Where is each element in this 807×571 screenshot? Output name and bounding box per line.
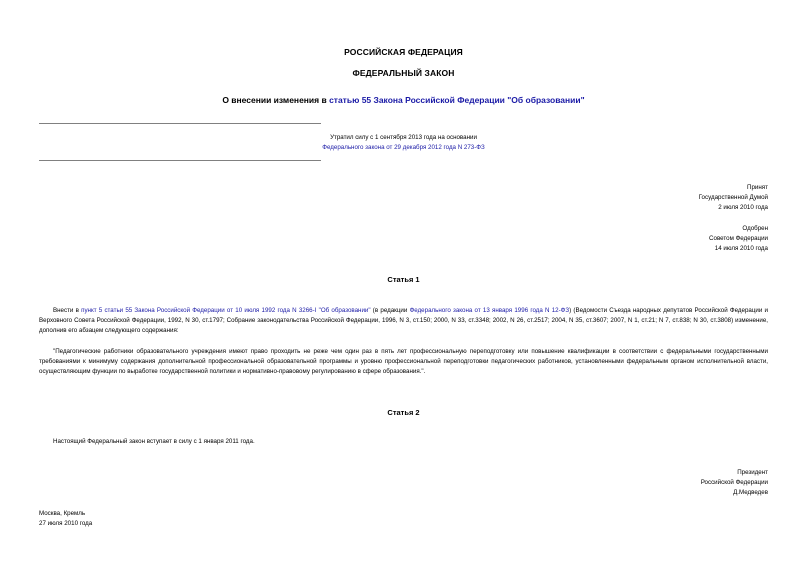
- adopted-block: [699, 183, 768, 213]
- expiry-link[interactable]: Федерального закона от 29 декабря 2012 года N 273-ФЗ: [322, 144, 485, 151]
- law-title-prefix: О внесении изменения в: [222, 95, 330, 105]
- approved-line: 14 июля 2010 года: [714, 245, 768, 252]
- expiry-note: [0, 133, 807, 153]
- place-line: Москва, Кремль: [39, 510, 86, 517]
- signature-line: Президент: [737, 469, 768, 476]
- article-2-heading: Статья 2: [387, 408, 420, 417]
- signature-block: [701, 468, 768, 498]
- article-2-text: Настоящий Федеральный закон вступает в силу с 1 января 2011 года.: [53, 438, 255, 445]
- law-title: [0, 95, 807, 105]
- adopted-line: Государственной Думой: [698, 194, 768, 201]
- expiry-text: Утратил силу с 1 сентября 2013 года на основании: [330, 134, 477, 141]
- adopted-line: 2 июля 2010 года: [718, 204, 768, 211]
- signature-line: Д.Медведев: [733, 489, 768, 496]
- text-run: (в редакции: [370, 307, 410, 314]
- article-1-paragraph-2: "Педагогические работники образовательного учреждения имеют право проходить не реже чем один раз в пять лет профессиональную переподготовку или повышение квалификации в соответствии с федеральными государственными требованиями к минимуму содержания дополнительной профессиональной образовательной программы и уровню профессиональной переподготовки педагогических работников, установленными федеральным органом исполнительной власти, осуществляющим функции по выработке государственной политики и нормативно-правовому регулированию в сфере образования.".: [39, 348, 768, 376]
- divider-bottom: [39, 160, 321, 161]
- article-1-paragraph-1: [39, 306, 768, 337]
- approved-block: [709, 224, 768, 254]
- adopted-line: Принят: [747, 184, 768, 191]
- text-run: Внести в: [53, 307, 82, 314]
- signature-line: Российской Федерации: [700, 479, 768, 486]
- divider-top: [39, 123, 321, 124]
- country-heading: РОССИЙСКАЯ ФЕДЕРАЦИЯ: [344, 47, 463, 57]
- approved-line: Одобрен: [742, 225, 768, 232]
- approved-line: Советом Федерации: [709, 235, 768, 242]
- law-link-1996[interactable]: Федерального закона от 13 января 1996 года N 12-ФЗ: [409, 307, 570, 314]
- date-line: 27 июля 2010 года: [39, 520, 93, 527]
- law-link-1992[interactable]: пункт 5 статьи 55 Закона Российской Федерации от 10 июля 1992 года N 3266-I "Об образовании": [81, 307, 371, 314]
- place-date-block: [39, 509, 92, 529]
- text-run: ) (Ведомости Съезда народных депутатов Российской Федерации и Верховного Совета Российской Федерации, 1992, N 30, ст.1797; Собрание законодательства Российской Федерации, 1996, N 3, ст.150; 2000, N 33, ст.3348; 2002, N 26, ст.2517; 2004, N 35, ст.3607; 2007, N 1, ст.21; N 7, ст.838; N 30, ст.3808) изменение, дополнив его абзацем следующего содержания:: [39, 307, 768, 335]
- law-type-heading: ФЕДЕРАЛЬНЫЙ ЗАКОН: [352, 68, 455, 78]
- article-1-heading: Статья 1: [387, 275, 420, 284]
- law-title-link[interactable]: статью 55 Закона Российской Федерации "Об образовании": [329, 95, 585, 105]
